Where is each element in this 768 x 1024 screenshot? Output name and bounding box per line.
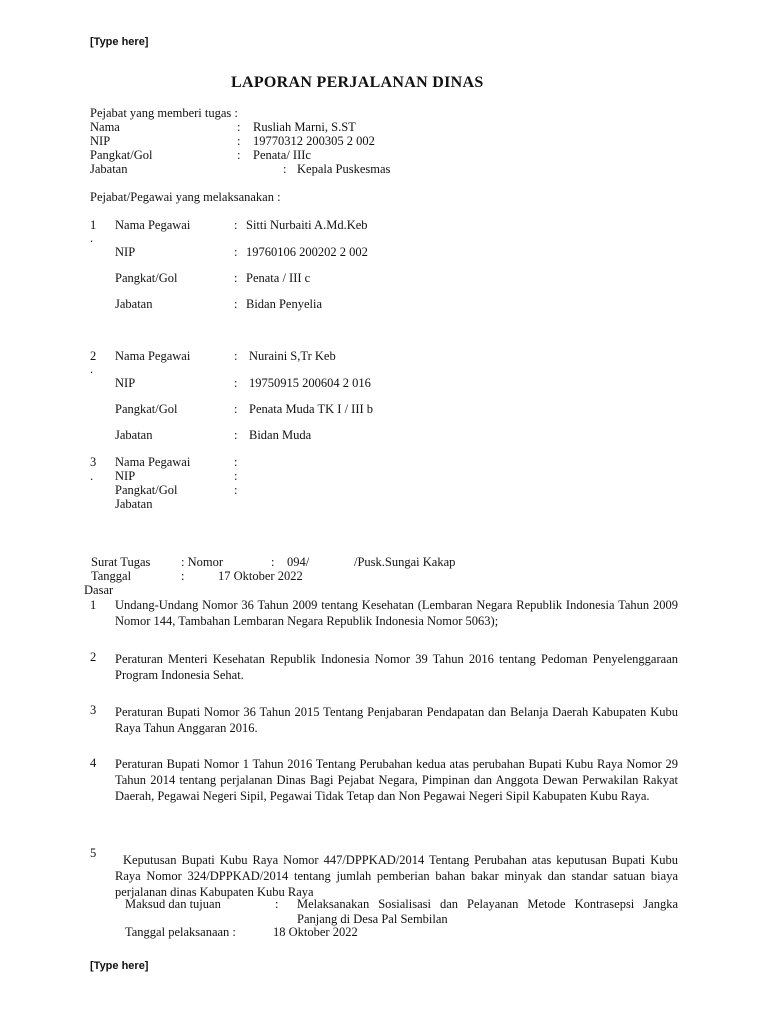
assigner-sep: :: [237, 134, 241, 148]
surat-tugas-label: Surat Tugas: [91, 555, 151, 569]
employee-label: Jabatan: [115, 428, 153, 442]
dasar-item-number: 3: [90, 703, 97, 717]
employee-label: NIP: [115, 376, 136, 390]
assigner-label: Pangkat/Gol: [90, 148, 153, 162]
employee-value: Penata Muda TK I / III b: [249, 402, 374, 416]
dasar-item-number: 5: [90, 846, 97, 860]
employee-sep: :: [234, 349, 238, 363]
executor-heading: Pejabat/Pegawai yang melaksanakan :: [90, 190, 281, 204]
assigner-sep: :: [283, 162, 287, 176]
employee-sep: :: [234, 402, 238, 416]
maksud-label: Maksud dan tujuan: [125, 897, 221, 911]
page-header: [Type here]: [90, 36, 149, 48]
dasar-label: Dasar: [84, 583, 114, 597]
dasar-item-text: Undang-Undang Nomor 36 Tahun 2009 tentang Kesehatan (Lembaran Negara Republik Indonesia Tahun 2009 Nomor 144, Tambahan Lembaran Negara Republik Indonesia Nomor 5063);: [115, 598, 678, 628]
employee-sep: :: [234, 428, 238, 442]
employee-sep: :: [234, 245, 238, 259]
employee-value: Sitti Nurbaiti A.Md.Keb: [246, 218, 368, 232]
assigner-value: Kepala Puskesmas: [297, 162, 391, 176]
employee-number: 1: [90, 218, 97, 232]
surat-tugas-tanggal-label: Tanggal: [91, 569, 132, 583]
employee-value: Bidan Muda: [249, 428, 312, 442]
dasar-item-number: 1: [90, 598, 97, 612]
employee-sep: :: [234, 218, 238, 232]
employee-value: Bidan Penyelia: [246, 297, 323, 311]
employee-value: Penata / III c: [246, 271, 311, 285]
surat-tugas-nomor-suffix: /Pusk.Sungai Kakap: [354, 555, 456, 569]
document-title: LAPORAN PERJALANAN DINAS: [231, 74, 484, 91]
assigner-value: 19770312 200305 2 002: [253, 134, 375, 148]
assigner-value: Rusliah Marni, S.ST: [253, 120, 356, 134]
employee-number: 2: [90, 349, 97, 363]
employee-number-dot: .: [90, 362, 94, 376]
assigner-label: NIP: [90, 134, 111, 148]
employee-label: Jabatan: [115, 497, 153, 511]
employee-number-dot: .: [90, 231, 94, 245]
dasar-item-text: Peraturan Bupati Nomor 36 Tahun 2015 Tentang Penjabaran Pendapatan dan Belanja Daerah Kabupaten Kubu Raya Tahun Anggaran 2016.: [115, 705, 678, 735]
employee-label: NIP: [115, 469, 136, 483]
employee-label: Jabatan: [115, 297, 153, 311]
maksud-text: Melaksanakan Sosialisasi dan Pelayanan Metode Kontrasepsi Jangka Panjang di Desa Pal Sembilan: [297, 897, 678, 926]
employee-sep: :: [234, 271, 238, 285]
employee-label: NIP: [115, 245, 136, 259]
assigner-label: Nama: [90, 120, 120, 134]
surat-tugas-sep: :: [271, 555, 275, 569]
surat-tugas-nomor-value: 094/: [287, 555, 310, 569]
dasar-item-text: Keputusan Bupati Kubu Raya Nomor 447/DPPKAD/2014 Tentang Perubahan atas keputusan Bupati Kubu Raya Nomor 324/DPPKAD/2014 tentang jumlah pemberian bahan bakar minyak dan standar satuan biaya perjalanan dinas Kabupaten Kubu Raya: [115, 853, 678, 899]
surat-tugas-nomor-label: : Nomor: [181, 555, 224, 569]
page-footer: [Type here]: [90, 960, 149, 972]
employee-value: 19750915 200604 2 016: [249, 376, 371, 390]
surat-tugas-tanggal-value: 17 Oktober 2022: [218, 569, 303, 583]
assigner-sep: :: [237, 120, 241, 134]
dasar-item-number: 4: [90, 756, 97, 770]
dasar-item-text: Peraturan Bupati Nomor 1 Tahun 2016 Tentang Perubahan kedua atas perubahan Bupati Kubu Raya Nomor 29 Tahun 2014 tentang perjalanan Dinas Bagi Pejabat Negara, Pimpinan dan Anggota Dewan Perwakilan Rakyat Daerah, Pegawai Negeri Sipil, Pegawai Tidak Tetap dan Non Pegawai Negeri Sipil Kabupaten Kubu Raya.: [115, 757, 678, 803]
employee-value: Nuraini S,Tr Keb: [249, 349, 336, 363]
pelaksanaan-label: Tanggal pelaksanaan :: [125, 925, 236, 939]
employee-label: Nama Pegawai: [115, 218, 191, 232]
employee-sep: :: [234, 376, 238, 390]
employee-sep: :: [234, 455, 238, 469]
dasar-item-text: Peraturan Menteri Kesehatan Republik Indonesia Nomor 39 Tahun 2016 tentang Pedoman Penyelenggaraan Program Indonesia Sehat.: [115, 652, 678, 682]
employee-number-dot: .: [90, 469, 94, 483]
pelaksanaan-value: 18 Oktober 2022: [273, 925, 358, 939]
employee-sep: :: [234, 469, 238, 483]
maksud-sep: :: [275, 897, 279, 911]
employee-label: Pangkat/Gol: [115, 483, 178, 497]
assigner-heading: Pejabat yang memberi tugas :: [90, 106, 238, 120]
assigner-sep: :: [237, 148, 241, 162]
employee-label: Nama Pegawai: [115, 455, 191, 469]
assigner-value: Penata/ IIIc: [253, 148, 311, 162]
employee-value: 19760106 200202 2 002: [246, 245, 368, 259]
employee-sep: :: [234, 483, 238, 497]
employee-label: Nama Pegawai: [115, 349, 191, 363]
employee-number: 3: [90, 455, 97, 469]
assigner-label: Jabatan: [90, 162, 128, 176]
surat-tugas-tanggal-sep: :: [181, 569, 185, 583]
employee-label: Pangkat/Gol: [115, 271, 178, 285]
employee-sep: :: [234, 297, 238, 311]
dasar-item-number: 2: [90, 650, 97, 664]
employee-label: Pangkat/Gol: [115, 402, 178, 416]
